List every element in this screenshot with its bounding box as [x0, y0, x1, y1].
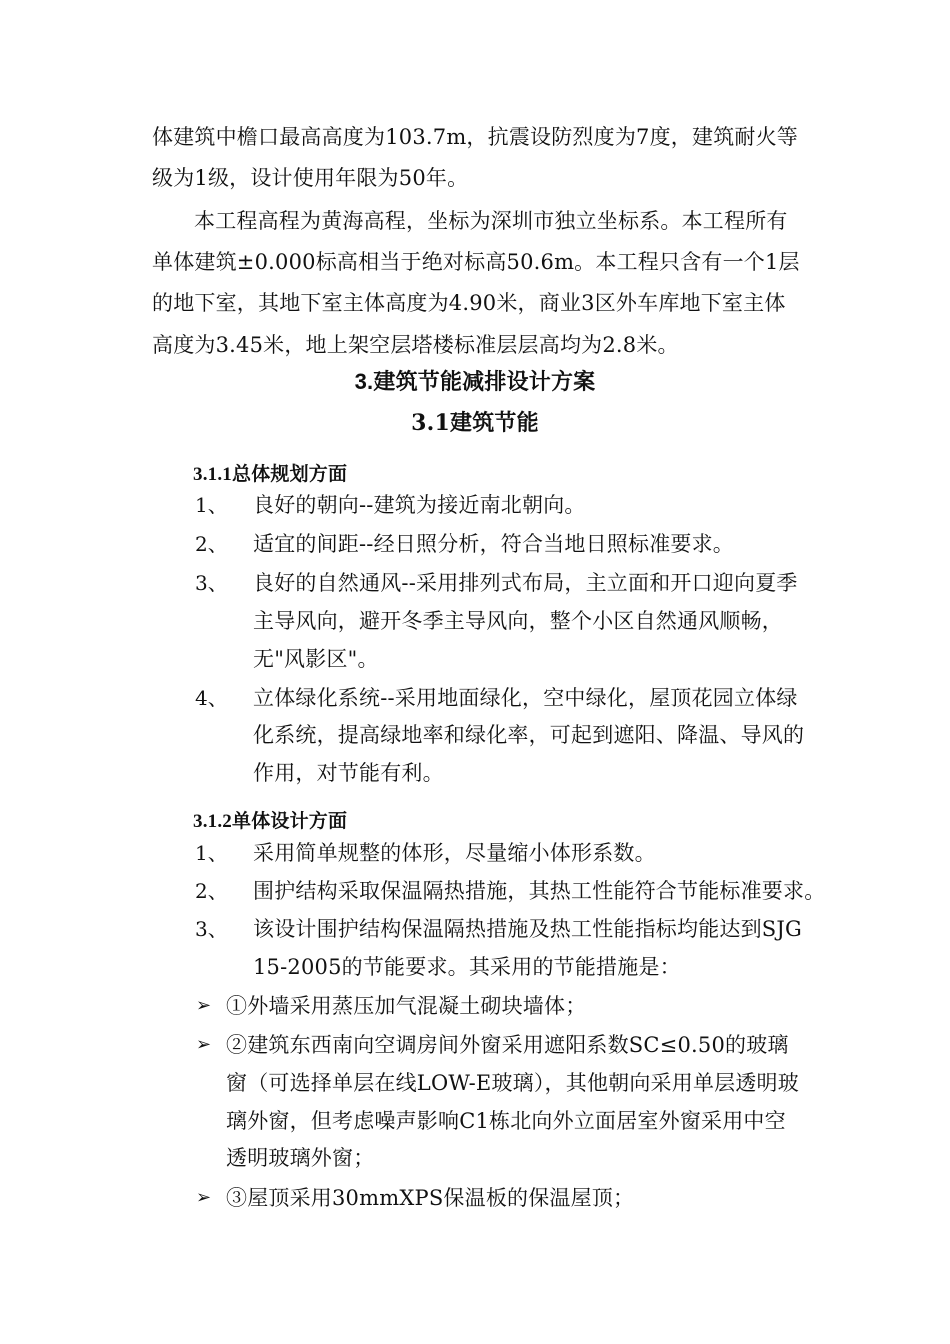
- bullet-text: 透明玻璃外窗；: [226, 1146, 375, 1170]
- bullet-text: ③屋顶采用30mmXPS保温板的保温屋顶；: [226, 1186, 635, 1210]
- section-title: 3.建筑节能减排设计方案: [354, 369, 596, 394]
- list-item-text: 15-2005的节能要求。其采用的节能措施是：: [253, 955, 681, 979]
- intro-line: 级为1级，设计使用年限为50年。: [152, 166, 469, 190]
- list-item-text: 主导风向，避开冬季主导风向，整个小区自然通风顺畅，: [253, 609, 783, 633]
- list-item-text: 良好的自然通风--采用排列式布局，主立面和开口迎向夏季: [253, 571, 798, 595]
- bullet-text: ①外墙采用蒸压加气混凝土砌块墙体；: [226, 994, 587, 1018]
- list-item-text: 作用，对节能有利。: [253, 761, 444, 785]
- list-item-number: 3、: [195, 917, 228, 941]
- list-item-text: 该设计围护结构保温隔热措施及热工性能指标均能达到SJG: [253, 917, 802, 941]
- arrow-bullet-icon: ➢: [196, 1034, 212, 1055]
- bullet-text: 窗（可选择单层在线LOW-E玻璃），其他朝向采用单层透明玻: [226, 1071, 799, 1095]
- bullet-text: 璃外窗，但考虑噪声影响C1栋北向外立面居室外窗采用中空: [226, 1109, 786, 1133]
- list-item-number: 2、: [195, 879, 228, 903]
- subsection-heading: 3.1.2单体设计方面: [193, 811, 348, 832]
- list-item-number: 3、: [195, 571, 228, 595]
- intro-line: 本工程高程为黄海高程，坐标为深圳市独立坐标系。本工程所有: [194, 209, 788, 233]
- arrow-bullet-icon: ➢: [196, 1187, 212, 1208]
- list-item-number: 4、: [195, 686, 228, 710]
- intro-line: 的地下室，其地下室主体高度为4.90米，商业3区外车库地下室主体: [152, 291, 786, 315]
- intro-line: 单体建筑±0.000标高相当于绝对标高50.6m。本工程只含有一个1层: [152, 250, 800, 274]
- list-item-text: 围护结构采取保温隔热措施，其热工性能符合节能标准要求。: [253, 879, 826, 903]
- bullet-text: ②建筑东西南向空调房间外窗采用遮阳系数SC≤0.50的玻璃: [226, 1033, 789, 1057]
- list-item-text: 无"风影区"。: [253, 647, 379, 671]
- subsection-heading: 3.1.1总体规划方面: [193, 464, 348, 485]
- intro-line: 体建筑中檐口最高高度为103.7m，抗震设防烈度为7度，建筑耐火等: [152, 125, 798, 149]
- list-item-text: 采用简单规整的体形，尽量缩小体形系数。: [253, 841, 656, 865]
- section-subtitle: 3.1建筑节能: [411, 410, 539, 436]
- list-item-text: 化系统，提高绿地率和绿化率，可起到遮阳、降温、导风的: [253, 723, 805, 747]
- list-item-text: 良好的朝向--建筑为接近南北朝向。: [253, 493, 586, 517]
- list-item-number: 2、: [195, 532, 228, 556]
- list-item-number: 1、: [195, 493, 228, 517]
- arrow-bullet-icon: ➢: [196, 995, 212, 1016]
- intro-line: 高度为3.45米，地上架空层塔楼标准层层高均为2.8米。: [152, 333, 679, 357]
- list-item-text: 立体绿化系统--采用地面绿化，空中绿化，屋顶花园立体绿: [253, 686, 798, 710]
- list-item-number: 1、: [195, 841, 228, 865]
- list-item-text: 适宜的间距--经日照分析，符合当地日照标准要求。: [253, 532, 734, 556]
